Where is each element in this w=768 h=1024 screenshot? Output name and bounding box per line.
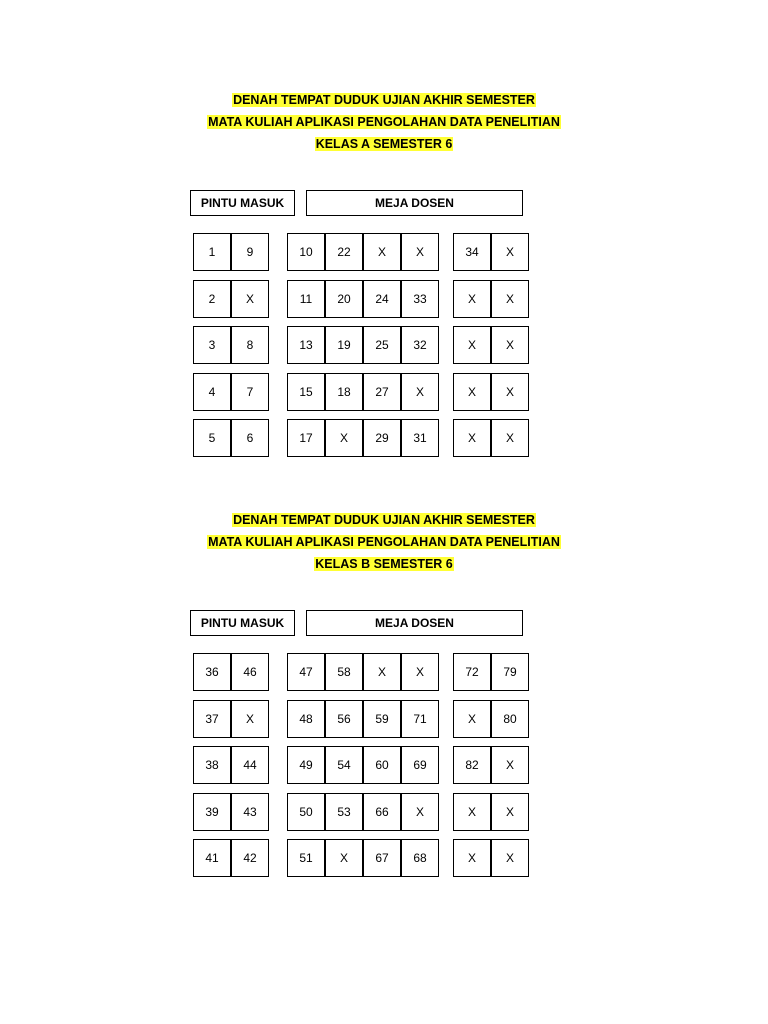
- seat-cell: X: [491, 793, 529, 831]
- seat-cell: 51: [287, 839, 325, 877]
- seat-cell: X: [325, 419, 363, 457]
- seat-cell: X: [363, 233, 401, 271]
- seat-cell: X: [231, 280, 269, 318]
- seat-cell: X: [401, 793, 439, 831]
- seat-cell: 79: [491, 653, 529, 691]
- section-title-block: [0, 90, 768, 156]
- seat-cell: X: [453, 419, 491, 457]
- seat-cell: X: [401, 653, 439, 691]
- seat-cell: 24: [363, 280, 401, 318]
- seat-cell: X: [363, 653, 401, 691]
- seat-cell: 67: [363, 839, 401, 877]
- seat-cell: 27: [363, 373, 401, 411]
- seat-cell: 60: [363, 746, 401, 784]
- seat-cell: 72: [453, 653, 491, 691]
- seat-cell: 31: [401, 419, 439, 457]
- lecturer-desk-label: MEJA DOSEN: [306, 190, 523, 216]
- seat-cell: 29: [363, 419, 401, 457]
- door-label: PINTU MASUK: [190, 190, 295, 216]
- seat-cell: 8: [231, 326, 269, 364]
- seat-cell: 48: [287, 700, 325, 738]
- seat-cell: 9: [231, 233, 269, 271]
- seat-cell: 32: [401, 326, 439, 364]
- seat-cell: 25: [363, 326, 401, 364]
- seat-cell: X: [491, 233, 529, 271]
- seat-cell: 54: [325, 746, 363, 784]
- seat-cell: 17: [287, 419, 325, 457]
- seat-cell: 71: [401, 700, 439, 738]
- seat-cell: 58: [325, 653, 363, 691]
- seat-cell: 53: [325, 793, 363, 831]
- lecturer-desk-label: MEJA DOSEN: [306, 610, 523, 636]
- seat-cell: X: [325, 839, 363, 877]
- seat-cell: 13: [287, 326, 325, 364]
- seat-cell: 44: [231, 746, 269, 784]
- seat-cell: 59: [363, 700, 401, 738]
- seat-cell: 80: [491, 700, 529, 738]
- seat-cell: 42: [231, 839, 269, 877]
- seat-cell: X: [453, 793, 491, 831]
- seat-cell: 19: [325, 326, 363, 364]
- seat-cell: 43: [231, 793, 269, 831]
- seat-cell: 36: [193, 653, 231, 691]
- seat-cell: X: [491, 280, 529, 318]
- seat-cell: 66: [363, 793, 401, 831]
- seat-cell: 68: [401, 839, 439, 877]
- seat-cell: 2: [193, 280, 231, 318]
- seat-cell: 6: [231, 419, 269, 457]
- seat-cell: 38: [193, 746, 231, 784]
- seat-cell: 4: [193, 373, 231, 411]
- seat-cell: 56: [325, 700, 363, 738]
- seat-cell: X: [491, 326, 529, 364]
- seat-cell: 7: [231, 373, 269, 411]
- seat-cell: 3: [193, 326, 231, 364]
- seat-cell: 33: [401, 280, 439, 318]
- seat-cell: 39: [193, 793, 231, 831]
- seat-cell: X: [491, 373, 529, 411]
- seat-cell: 49: [287, 746, 325, 784]
- seat-cell: 47: [287, 653, 325, 691]
- title-line-1: DENAH TEMPAT DUDUK UJIAN AKHIR SEMESTER: [233, 513, 535, 527]
- seat-cell: 5: [193, 419, 231, 457]
- seat-cell: X: [401, 233, 439, 271]
- title-line-3: KELAS A SEMESTER 6: [315, 137, 453, 151]
- title-line-1: DENAH TEMPAT DUDUK UJIAN AKHIR SEMESTER: [233, 93, 535, 107]
- seat-cell: X: [401, 373, 439, 411]
- seat-cell: 15: [287, 373, 325, 411]
- seat-cell: 1: [193, 233, 231, 271]
- seat-cell: X: [453, 326, 491, 364]
- seat-cell: 82: [453, 746, 491, 784]
- seat-cell: X: [231, 700, 269, 738]
- seat-cell: X: [453, 700, 491, 738]
- seat-cell: X: [491, 746, 529, 784]
- seat-cell: 37: [193, 700, 231, 738]
- seat-cell: 41: [193, 839, 231, 877]
- seat-cell: 50: [287, 793, 325, 831]
- seat-cell: X: [491, 419, 529, 457]
- seat-cell: 34: [453, 233, 491, 271]
- door-label: PINTU MASUK: [190, 610, 295, 636]
- seat-cell: 10: [287, 233, 325, 271]
- seat-cell: X: [453, 373, 491, 411]
- seat-cell: 11: [287, 280, 325, 318]
- title-line-2: MATA KULIAH APLIKASI PENGOLAHAN DATA PENELITIAN: [208, 115, 560, 129]
- seat-cell: 69: [401, 746, 439, 784]
- section-title-block: [0, 510, 768, 576]
- title-line-2: MATA KULIAH APLIKASI PENGOLAHAN DATA PENELITIAN: [208, 535, 560, 549]
- seat-cell: 46: [231, 653, 269, 691]
- seat-cell: 22: [325, 233, 363, 271]
- seat-cell: X: [453, 839, 491, 877]
- title-line-3: KELAS B SEMESTER 6: [315, 557, 453, 571]
- seat-cell: X: [453, 280, 491, 318]
- seat-cell: X: [491, 839, 529, 877]
- seat-cell: 20: [325, 280, 363, 318]
- seat-cell: 18: [325, 373, 363, 411]
